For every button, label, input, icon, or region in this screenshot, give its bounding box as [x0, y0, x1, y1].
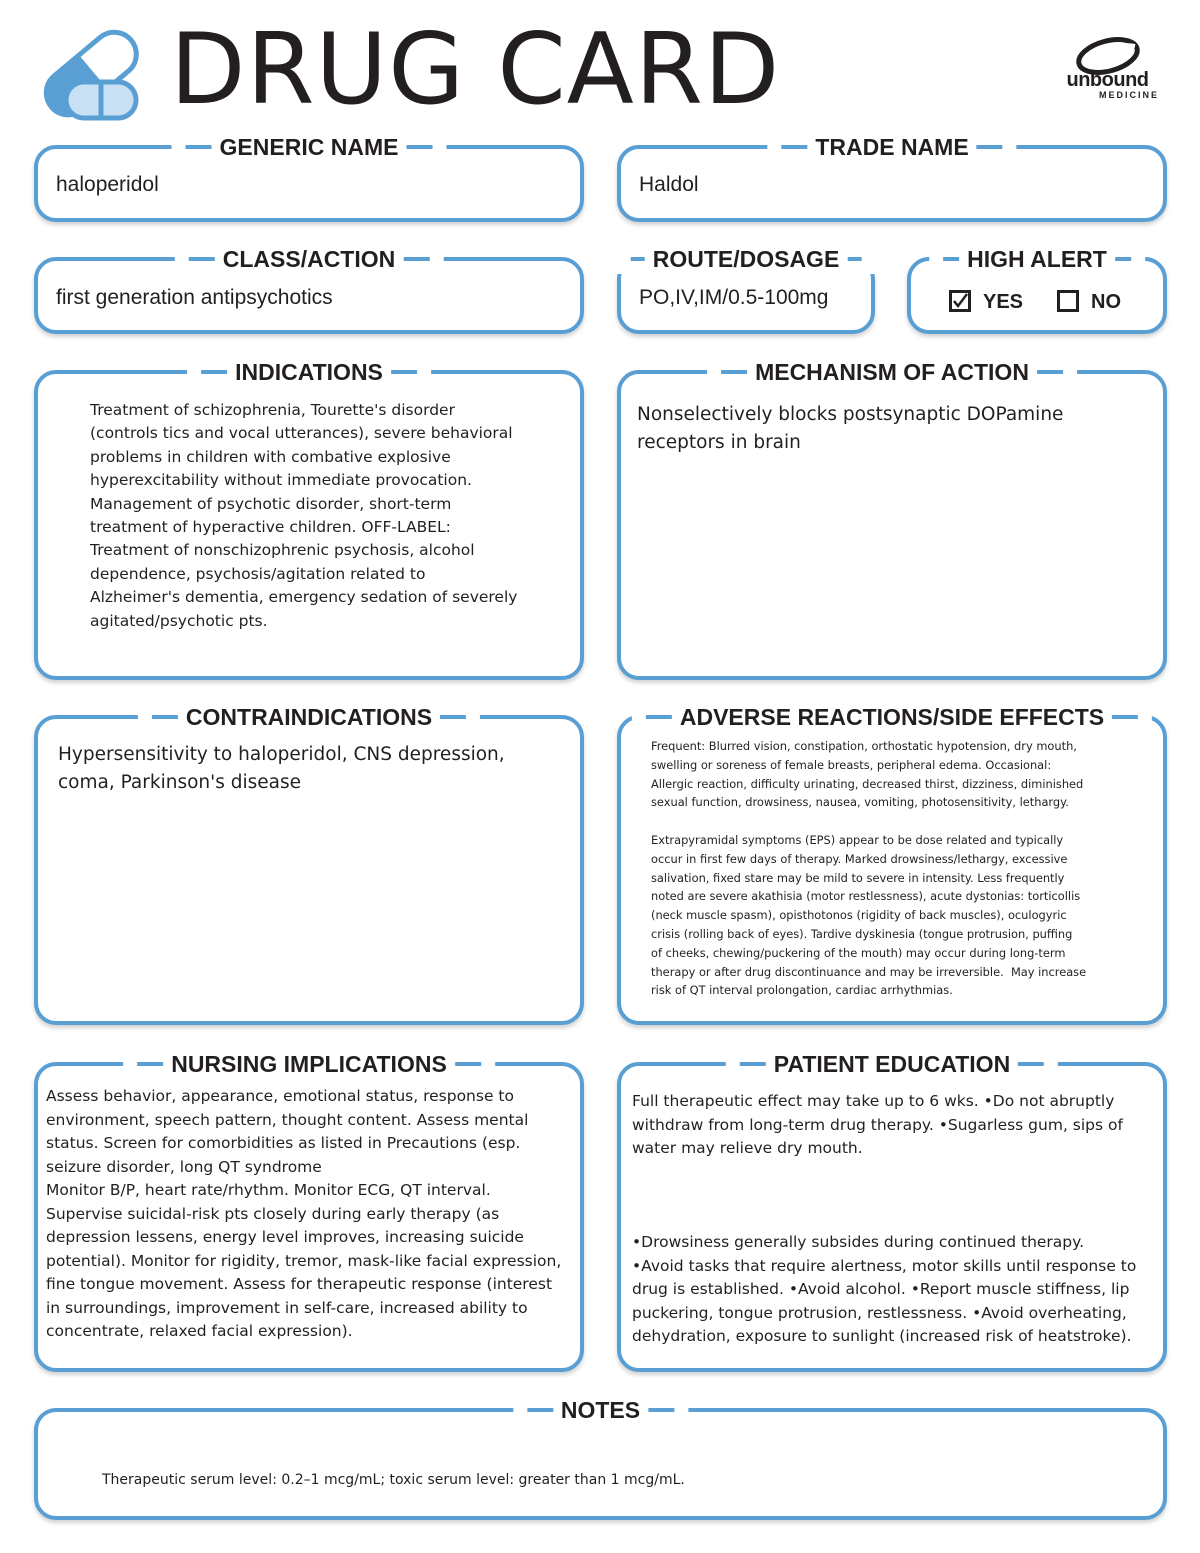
- high-alert-yes-label: YES: [983, 291, 1024, 313]
- pill-logo-icon: [30, 22, 150, 122]
- adverse-reactions-text-1: Frequent: Blurred vision, constipation, orthostatic hypotension, dry mouth, swelling or soreness of female breasts, peripheral edema. Occasional: Allergic reaction, difficulty urinating, decreased thirst, dizziness, diminished sexual function, drowsiness, nausea, vomiting, photosensitivity, lethargy.: [651, 739, 1084, 810]
- brand-name: unbound: [1066, 69, 1149, 91]
- nursing-implications-label: NURSING IMPLICATIONS: [123, 1049, 495, 1079]
- brand-subtitle: MEDICINE: [1098, 90, 1159, 100]
- checkmark-icon: [952, 293, 968, 309]
- notes-label: NOTES: [513, 1395, 688, 1425]
- contraindications-box: [34, 704, 584, 1025]
- mechanism-label: MECHANISM OF ACTION: [707, 357, 1077, 387]
- generic-name-box: [34, 134, 584, 222]
- nursing-implications-text: Assess behavior, appearance, emotional status, response to environment, speech pattern, thought content. Assess mental status. Screen for comorbidities as listed in Precautions (esp. seizure disorder, long QT syndrome Monitor B/P, heart rate/rhythm. Monitor ECG, QT interval. Supervise suicidal-risk pts closely during early therapy (as depression lessens, energy level improves, increasing suicide potential). Monitor for rigidity, tremor, mask-like facial expression, fine tongue movement. Assess for therapeutic response (interest in surroundings, improvement in self-care, increased ability to concentrate, relaxed facial expression).: [46, 1087, 562, 1340]
- mechanism-text: Nonselectively blocks postsynaptic DOPamine receptors in brain: [637, 404, 1064, 453]
- patient-education-label: PATIENT EDUCATION: [726, 1049, 1058, 1079]
- patient-education-text-2: •Drowsiness generally subsides during continued therapy. •Avoid tasks that require alertness, motor skills until response to drug is established. •Avoid alcohol. •Report muscle stiffness, lip puckering, tongue protrusion, restlessness. •Avoid overheating, dehydration, exposure to sunlight (increased risk of heatstroke).: [632, 1233, 1137, 1345]
- class-action-box: [34, 246, 584, 334]
- trade-name-value: Haldol: [639, 173, 699, 196]
- route-dosage-value: PO,IV,IM/0.5-100mg: [639, 286, 829, 309]
- route-dosage-box: [617, 246, 875, 334]
- route-dosage-label: ROUTE/DOSAGE: [617, 244, 876, 274]
- adverse-reactions-text-2: Extrapyramidal symptoms (EPS) appear to be dose related and typically occur in first few days of therapy. Marked drowsiness/lethargy, excessive salivation, fixed stare may be mild to severe in intensity. Less frequently noted are severe akathisia (motor restlessness), acute dystonias: torticollis (neck muscle spasm), opisthotonos (rigidity of back muscles), oculogyric crisis (rolling back of eyes). Tardive dyskinesia (tongue protrusion, puffing of cheeks, chewing/puckering of the mouth) may occur during long-term therapy or after drug discontinuance and may be irreversible. May increase risk of QT interval prolongation, cardiac arrhythmias.: [651, 833, 1087, 998]
- class-action-value: first generation antipsychotics: [56, 286, 333, 309]
- high-alert-no-label: NO: [1091, 291, 1121, 313]
- class-action-label: CLASS/ACTION: [175, 244, 444, 274]
- generic-name-label: GENERIC NAME: [172, 132, 447, 162]
- brand-logo: [1050, 36, 1165, 111]
- trade-name-label: TRADE NAME: [767, 132, 1016, 162]
- contraindications-label: CONTRAINDICATIONS: [138, 702, 480, 732]
- high-alert-box: [907, 246, 1167, 334]
- indications-text: Treatment of schizophrenia, Tourette's disorder (controls tics and vocal utterances), severe behavioral problems in children with combative explosive hyperexcitability without immediate provocation. Management of psychotic disorder, short-term treatment of hyperactive children. OFF-LABEL: Treatment of nonschizophrenic psychosis, alcohol dependence, psychosis/agitation related to Alzheimer's dementia, emergency sedation of severely agitated/psychotic pts.: [90, 401, 518, 630]
- patient-education-box: [617, 1051, 1167, 1372]
- nursing-implications-box: [34, 1051, 584, 1372]
- trade-name-box: [617, 134, 1167, 222]
- adverse-reactions-label: ADVERSE REACTIONS/SIDE EFFECTS: [632, 702, 1152, 732]
- high-alert-yes-checkbox[interactable]: [949, 290, 971, 312]
- generic-name-value: haloperidol: [56, 173, 159, 196]
- high-alert-no-checkbox[interactable]: [1057, 290, 1079, 312]
- high-alert-label: HIGH ALERT: [929, 244, 1145, 274]
- indications-label: INDICATIONS: [187, 357, 431, 387]
- mechanism-box: [617, 359, 1167, 680]
- page-title: DRUG CARD: [170, 13, 781, 127]
- contraindications-text: Hypersensitivity to haloperidol, CNS depression, coma, Parkinson's disease: [58, 744, 505, 793]
- patient-education-text-1: Full therapeutic effect may take up to 6 wks. •Do not abruptly withdraw from long-term drug therapy. •Sugarless gum, sips of water may relieve dry mouth.: [632, 1092, 1123, 1157]
- notes-box: [34, 1397, 1167, 1520]
- indications-box: [34, 359, 584, 680]
- adverse-reactions-box: [617, 704, 1167, 1025]
- notes-text: Therapeutic serum level: 0.2–1 mcg/mL; toxic serum level: greater than 1 mcg/mL.: [102, 1472, 685, 1488]
